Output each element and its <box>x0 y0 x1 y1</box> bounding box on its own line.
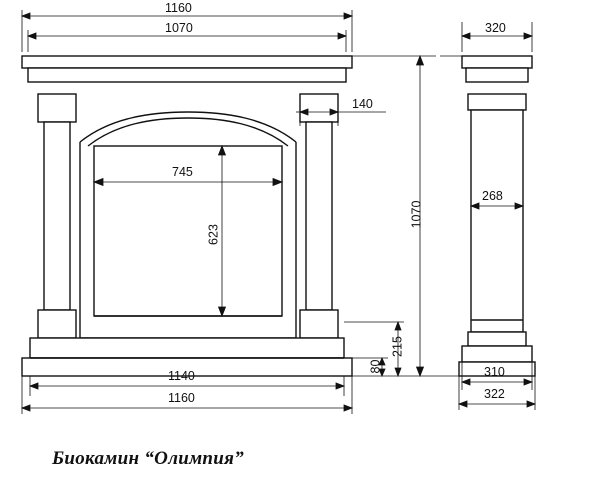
dim-side-base-bottom-depth: 322 <box>484 387 505 401</box>
dim-opening-width: 745 <box>172 165 193 179</box>
front-view-outline <box>22 56 352 376</box>
dim-base-bottom-width: 1160 <box>168 391 195 405</box>
drawing-title: Биокамин “Олимпия” <box>52 448 245 469</box>
dim-front-top-outer: 1160 <box>165 1 192 15</box>
dim-side-body-depth: 268 <box>482 189 503 203</box>
dim-side-top-depth: 320 <box>485 21 506 35</box>
side-view-outline <box>459 56 535 376</box>
dim-base-plinth-height: 80 <box>368 359 383 374</box>
dim-total-height: 1070 <box>409 200 424 229</box>
dim-side-base-top-depth: 310 <box>484 365 505 379</box>
dim-base-height-total: 215 <box>390 336 405 357</box>
dim-base-top-width: 1140 <box>168 369 195 383</box>
dim-front-pillar-width: 140 <box>352 97 373 111</box>
dim-opening-height: 623 <box>206 224 221 245</box>
dim-front-top-inner: 1070 <box>165 21 193 35</box>
